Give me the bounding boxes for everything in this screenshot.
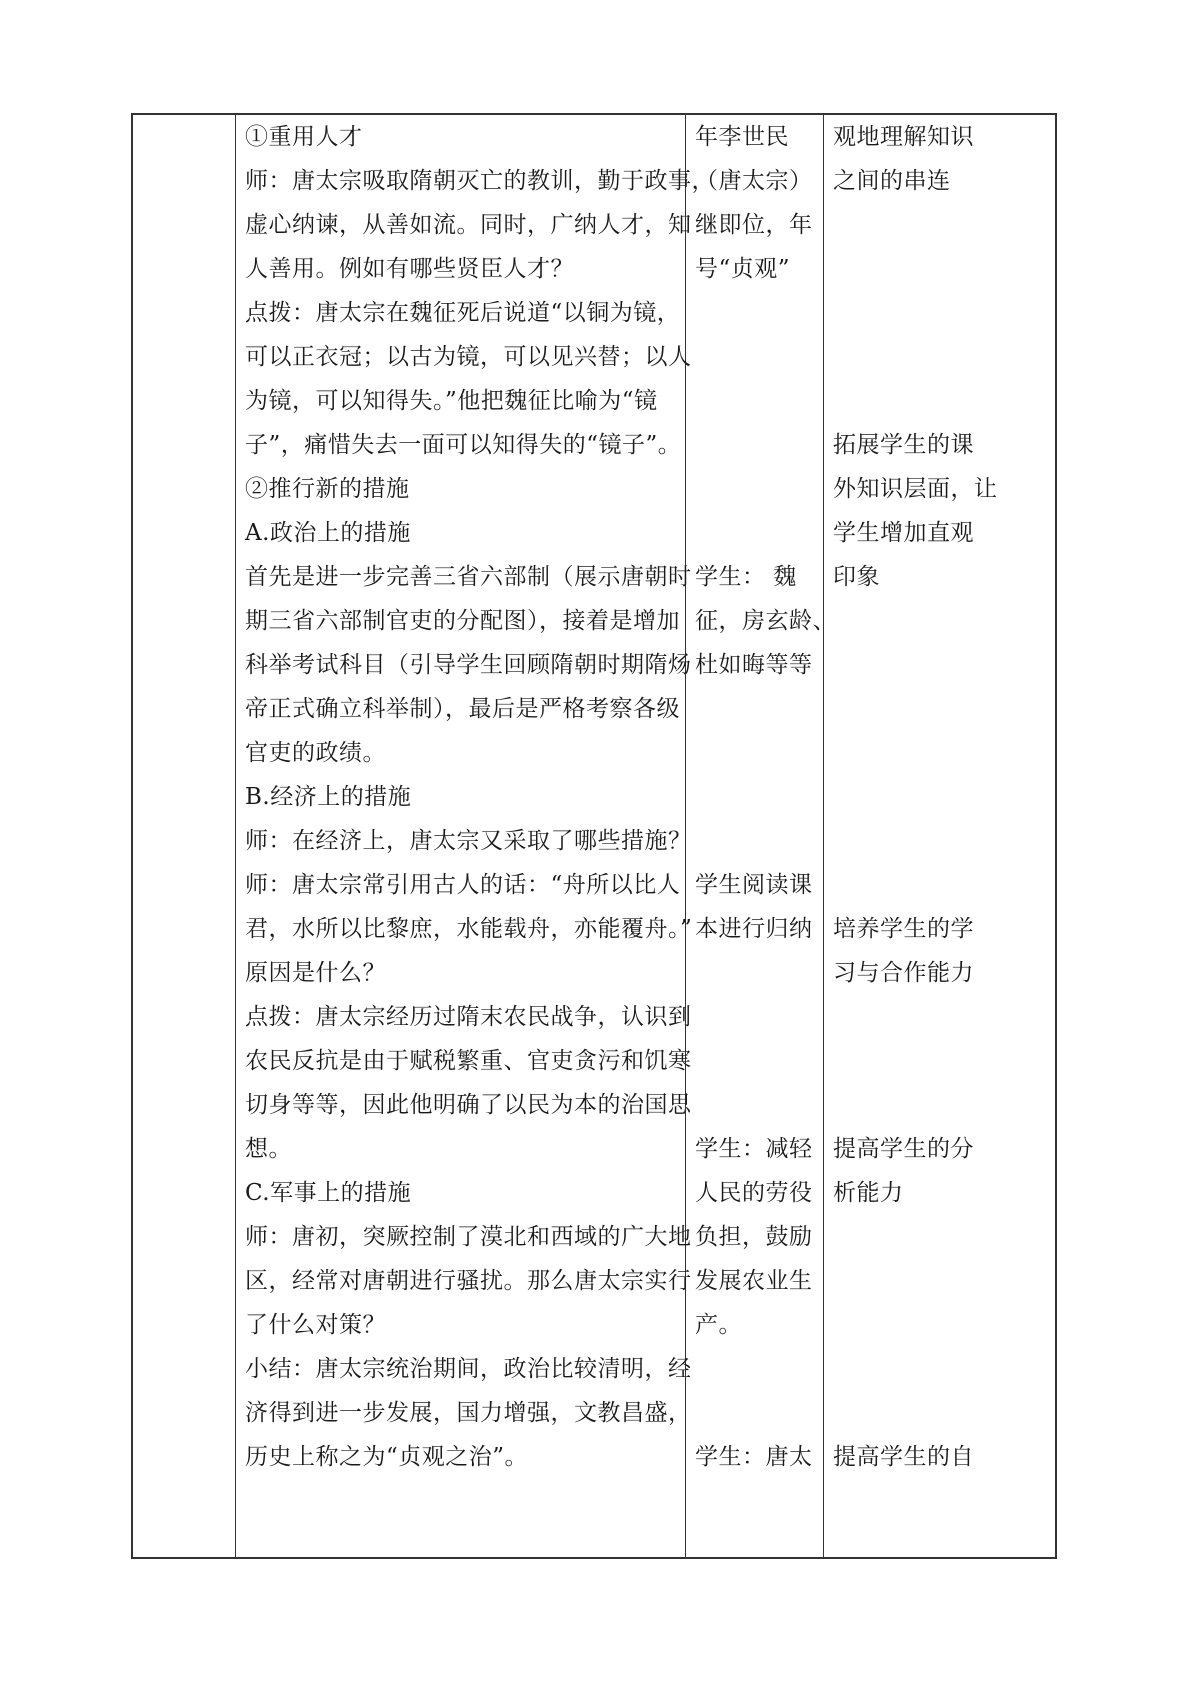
student-activity-line: 学生：唐太 <box>695 1444 813 1470</box>
teacher-activity-line: 期三省六部制官吏的分配图），接着是增加 <box>245 608 680 634</box>
teacher-activity-line: 虚心纳谏，从善如流。同时，广纳人才，知 <box>245 212 692 238</box>
teacher-activity-line: 小结：唐太宗统治期间，政治比较清明，经 <box>245 1356 692 1382</box>
teacher-activity-line: 为镜，可以知得失。”他把魏征比喻为“镜 <box>245 388 658 414</box>
teacher-activity-line: 师：唐太宗常引用古人的话：“舟所以比人 <box>245 872 681 898</box>
teacher-activity-line: ②推行新的措施 <box>245 476 410 502</box>
lesson-plan-table <box>131 113 1057 1559</box>
teacher-activity-line: 想。 <box>245 1136 292 1162</box>
design-intent-line: 外知识层面，让 <box>833 476 998 502</box>
teacher-activity-line: 师：唐太宗吸取隋朝灭亡的教训，勤于政事， <box>245 168 715 194</box>
student-activity-column <box>687 115 836 1557</box>
student-activity-line: （唐太宗） <box>695 168 813 194</box>
teacher-activity-line: 切身等等，因此他明确了以民为本的治国思 <box>245 1092 692 1118</box>
student-activity-line: 发展农业生 <box>695 1268 813 1294</box>
stage-column <box>133 115 235 1557</box>
design-intent-line: 培养学生的学 <box>833 916 974 942</box>
student-activity-line: 学生：减轻 <box>695 1136 813 1162</box>
teacher-activity-line: 师：在经济上，唐太宗又采取了哪些措施？ <box>245 828 692 854</box>
teacher-activity-line: 君，水所以比黎庶，水能载舟，亦能覆舟。” <box>245 916 693 942</box>
student-activity-line: 学生： 魏 <box>695 564 797 590</box>
teacher-activity-line: 济得到进一步发展，国力增强，文教昌盛， <box>245 1400 692 1426</box>
design-intent-line: 提高学生的自 <box>833 1444 974 1470</box>
teacher-activity-line: 了什么对策？ <box>245 1312 386 1338</box>
design-intent-line: 之间的串连 <box>833 168 951 194</box>
teacher-activity-line: 农民反抗是由于赋税繁重、官吏贪污和饥寒 <box>245 1048 692 1074</box>
student-activity-line: 年李世民 <box>695 124 789 150</box>
student-activity-line: 产。 <box>695 1312 742 1338</box>
teacher-activity-line: 官吏的政绩。 <box>245 740 386 766</box>
design-intent-line: 印象 <box>833 564 880 590</box>
teacher-activity-line: 点拨：唐太宗经历过隋末农民战争，认识到 <box>245 1004 692 1030</box>
student-activity-line: 继即位，年 <box>695 212 813 238</box>
teacher-activity-line: 区，经常对唐朝进行骚扰。那么唐太宗实行 <box>245 1268 692 1294</box>
design-intent-line: 观地理解知识 <box>833 124 974 150</box>
teacher-activity-line: 科举考试科目（引导学生回顾隋朝时期隋炀 <box>245 652 692 678</box>
design-intent-line: 学生增加直观 <box>833 520 974 546</box>
design-intent-line: 拓展学生的课 <box>833 432 974 458</box>
teacher-activity-column <box>237 115 715 1557</box>
column-divider <box>823 115 824 1557</box>
design-intent-line: 习与合作能力 <box>833 960 974 986</box>
teacher-activity-line: B.经济上的措施 <box>245 784 412 810</box>
teacher-activity-line: 人善用。例如有哪些贤臣人才？ <box>245 256 574 282</box>
teacher-activity-line: 历史上称之为“贞观之治”。 <box>245 1444 529 1470</box>
student-activity-line: 负担，鼓励 <box>695 1224 813 1250</box>
teacher-activity-line: A.政治上的措施 <box>245 520 411 546</box>
teacher-activity-line: 帝正式确立科举制），最后是严格考察各级 <box>245 696 680 722</box>
teacher-activity-line: C.军事上的措施 <box>245 1180 412 1206</box>
teacher-activity-line: 可以正衣冠；以古为镜，可以见兴替；以人 <box>245 344 692 370</box>
teacher-activity-line: ①重用人才 <box>245 124 363 150</box>
teacher-activity-line: 子”，痛惜失去一面可以知得失的“镜子”。 <box>245 432 682 458</box>
teacher-activity-line: 原因是什么？ <box>245 960 386 986</box>
student-activity-line: 本进行归纳 <box>695 916 813 942</box>
student-activity-line: 征，房玄龄、 <box>695 608 836 634</box>
teacher-activity-line: 师：唐初，突厥控制了漠北和西域的广大地 <box>245 1224 692 1250</box>
teacher-activity-line: 首先是进一步完善三省六部制（展示唐朝时 <box>245 564 692 590</box>
design-intent-column <box>825 115 1057 1557</box>
student-activity-line: 人民的劳役 <box>695 1180 813 1206</box>
design-intent-line: 析能力 <box>833 1180 904 1206</box>
teacher-activity-line: 点拨：唐太宗在魏征死后说道“以铜为镜， <box>245 300 681 326</box>
student-activity-line: 杜如晦等等 <box>695 652 813 678</box>
design-intent-line: 提高学生的分 <box>833 1136 974 1162</box>
student-activity-line: 号“贞观” <box>695 256 791 282</box>
student-activity-line: 学生阅读课 <box>695 872 813 898</box>
column-divider <box>235 115 236 1557</box>
